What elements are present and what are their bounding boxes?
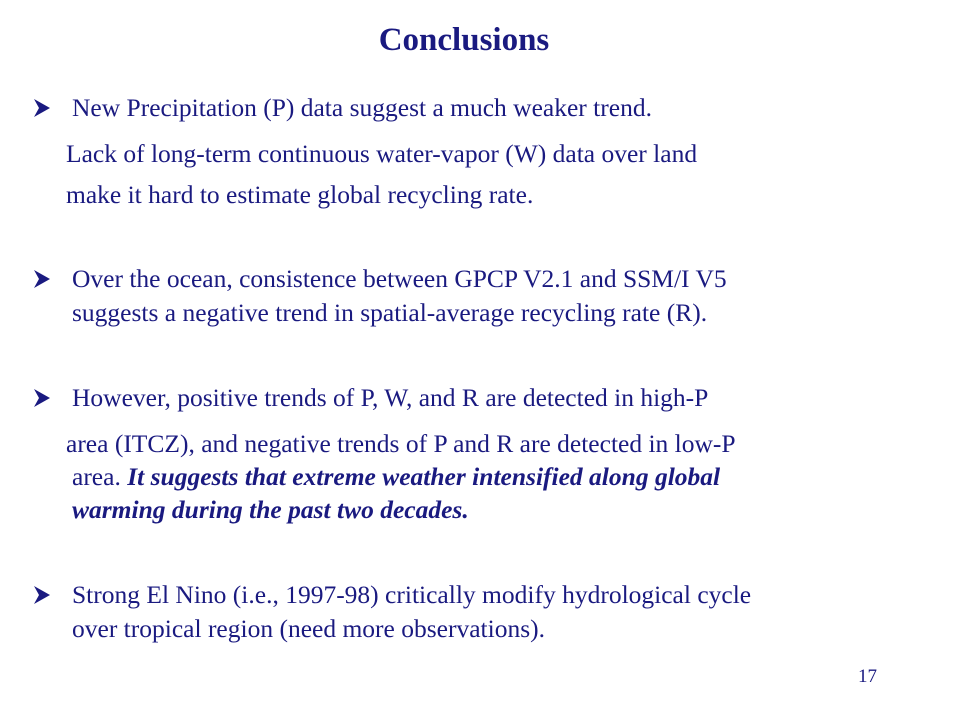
point-1-line-1: New Precipitation (P) data suggest a much weaker trend. [72, 93, 652, 122]
arrow-bullet-icon [30, 264, 56, 294]
arrow-bullet-icon [30, 580, 56, 610]
point-1-line-2: Lack of long-term continuous water-vapor (W) data over land [66, 139, 698, 168]
point-3-line-3-plain: area. [72, 462, 128, 491]
slide-title: Conclusions [378, 22, 550, 58]
point-3-line-1: However, positive trends of P, W, and R are detected in high-P [72, 383, 709, 412]
point-3-emphasis-2: warming during the past two decades. [72, 495, 469, 524]
point-1-line-3: make it hard to estimate global recycling rate. [66, 180, 534, 209]
point-3-emphasis-1: It suggests that extreme weather intensified along global [127, 462, 721, 491]
point-4-line-1: Strong El Nino (i.e., 1997-98) critically modify hydrological cycle [72, 580, 752, 609]
point-4-line-2: over tropical region (need more observations). [72, 614, 545, 643]
point-2-line-2: suggests a negative trend in spatial-average recycling rate (R). [72, 298, 708, 327]
point-3-line-3 [72, 462, 720, 492]
point-3-line-2: area (ITCZ), and negative trends of P and R are detected in low-P [66, 429, 736, 458]
arrow-bullet-icon [30, 383, 56, 413]
arrow-bullet-icon [30, 93, 56, 123]
page-number: 17 [858, 666, 877, 687]
point-2-line-1: Over the ocean, consistence between GPCP V2.1 and SSM/I V5 [72, 264, 727, 293]
